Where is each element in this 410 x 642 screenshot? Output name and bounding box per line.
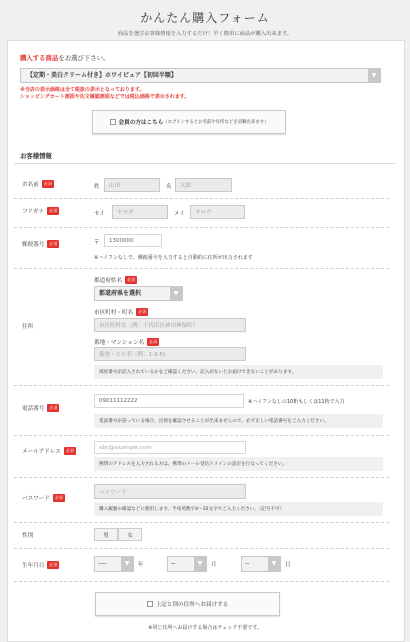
name-label: お名前 <box>22 182 39 188</box>
row-divider <box>14 385 389 386</box>
member-login-note: （ログインするとお名前や住所などを省略出来ます） <box>163 120 269 125</box>
furigana-sei-label: セイ <box>94 211 105 217</box>
city-label: 市区町村・町名 <box>94 310 134 316</box>
ship-other-note: ※同じ住所へお届けする場合はチェック不要です。 <box>148 625 262 631</box>
row-divider <box>14 522 389 523</box>
row-divider <box>14 268 389 269</box>
last-name-input[interactable]: 山田 <box>104 178 160 192</box>
birthday-label-row <box>22 561 59 569</box>
product-select[interactable] <box>20 68 381 83</box>
phone-label-row <box>22 404 59 412</box>
chevron-down-icon: ▼ <box>194 557 206 571</box>
required-badge: 必須 <box>65 448 74 453</box>
birth-year-value: ---- <box>98 560 107 567</box>
address-label: 住所 <box>22 324 34 330</box>
section-divider <box>14 163 396 164</box>
row-divider <box>14 477 389 478</box>
city-input[interactable]: 市区町村名（例：千代田区神田神保町） <box>94 318 246 332</box>
row-divider <box>14 581 389 582</box>
prefecture-select[interactable] <box>94 286 183 301</box>
page-subtitle: 商品を選びお客様情報を入力するだけ！早く簡単に商品が購入出来ます。 <box>117 31 293 37</box>
birth-year-select[interactable] <box>94 556 134 572</box>
required-badge: 必須 <box>49 241 58 246</box>
street-label-row <box>94 338 159 346</box>
required-badge: 必須 <box>126 277 135 282</box>
zip-label: 郵便番号 <box>22 242 45 248</box>
day-unit: 日 <box>285 562 291 568</box>
password-label-row <box>22 494 65 502</box>
zip-hint: ※ハイフンなしで、郵便番号を入力すると自動的に住所が出力されます <box>94 255 253 261</box>
password-input[interactable]: パスワード <box>94 484 246 499</box>
chevron-down-icon: ▼ <box>170 287 182 300</box>
product-heading-rest: をお選び下さい。 <box>58 54 110 62</box>
required-badge: 必須 <box>54 495 63 500</box>
row-divider <box>14 227 389 228</box>
email-label: メールアドレス <box>22 449 61 455</box>
sei-label: 姓 <box>94 184 100 190</box>
row-divider <box>14 548 389 549</box>
gender-male-button[interactable]: 男 <box>94 528 118 541</box>
gender-label: 性別 <box>22 533 34 539</box>
page-title: かんたん購入フォーム <box>140 11 270 25</box>
member-login-bold: 会員の方はこちら <box>118 120 164 126</box>
phone-note: 電話番号が誤っている場合、出荷を確認させることが出来ませんので、必ず正しい電話番号をご入力ください。 <box>94 414 383 428</box>
furigana-label-row <box>22 207 59 215</box>
mei-label: 名 <box>166 184 172 190</box>
required-badge: 必須 <box>43 181 52 186</box>
birthday-label: 生年月日 <box>22 563 45 569</box>
checkbox-icon <box>147 601 153 607</box>
furigana-label: フリガナ <box>22 209 45 215</box>
first-name-input[interactable]: 太郎 <box>175 178 232 192</box>
pref-label: 都道府県名 <box>94 278 122 284</box>
product-note-2: ショッピングカート画面や注文確認画面などでは税込価格で表示されます。 <box>20 94 190 100</box>
year-unit: 年 <box>138 562 144 568</box>
product-select-value: 【定期・美白クリーム付き】ホワイピュア【初回半額】 <box>27 72 177 79</box>
gender-female-button[interactable]: 女 <box>118 528 142 541</box>
birth-day-select[interactable] <box>241 556 281 572</box>
row-divider <box>14 435 389 436</box>
customer-section-title: お客様情報 <box>20 152 52 160</box>
ship-other-address-button[interactable] <box>95 592 280 616</box>
first-name-kana-input[interactable]: タロウ <box>190 205 245 219</box>
required-badge: 必須 <box>49 562 58 567</box>
email-label-row <box>22 447 76 455</box>
birth-day-value: -- <box>245 560 250 567</box>
required-badge: 必須 <box>49 405 58 410</box>
phone-hint: ※ハイフンなしの10桁もしくは11桁で入力 <box>248 399 345 405</box>
row-divider <box>14 198 389 199</box>
street-input[interactable]: 番地・ビル名（例：1-3-5) <box>94 347 246 361</box>
month-unit: 月 <box>211 562 217 568</box>
chevron-down-icon: ▼ <box>121 557 133 571</box>
city-label-row <box>94 308 148 316</box>
phone-input[interactable]: 09011112222 <box>94 394 244 408</box>
password-label: パスワード <box>22 496 50 502</box>
checkbox-icon <box>110 119 116 125</box>
zip-input[interactable]: 1300000 <box>104 234 162 247</box>
password-note: 購入履歴の確認などに使用します。半角英数字4～10文字でご入力ください。（記号不可） <box>94 502 383 516</box>
pref-label-row <box>94 276 137 284</box>
product-note-1: ※当店の表示価格は全て税抜の表示となっております。 <box>20 87 145 93</box>
zip-prefix: 〒 <box>94 240 100 246</box>
chevron-down-icon: ▼ <box>268 557 280 571</box>
email-note: 携帯のアドレスを入力される方は、携帯のメール受信ドメインの設定を行なってください。 <box>94 457 383 471</box>
email-input[interactable]: abc@example.com <box>94 441 246 454</box>
street-label: 番地・マンション名 <box>94 340 145 346</box>
phone-label: 電話番号 <box>22 406 45 412</box>
furigana-mei-label: メイ <box>174 211 185 217</box>
product-heading-red: 購入する商品 <box>20 54 59 62</box>
required-badge: 必須 <box>49 208 58 213</box>
required-badge: 必須 <box>138 309 147 314</box>
last-name-kana-input[interactable]: ヤマダ <box>112 205 168 219</box>
chevron-down-icon: ▼ <box>368 69 380 82</box>
member-login-button[interactable] <box>92 110 286 134</box>
birth-month-value: -- <box>171 560 176 567</box>
prefecture-select-value: 都道府県を選択 <box>99 290 142 297</box>
required-badge: 必須 <box>149 339 158 344</box>
zip-label-row <box>22 240 59 248</box>
name-label-row <box>22 180 54 188</box>
ship-other-label: 上記と別の住所へお届けする <box>155 602 229 608</box>
address-note: 部屋番号が記入されているかをご確認ください。記入がないとお届けできないことがあります。 <box>94 365 383 379</box>
birth-month-select[interactable] <box>167 556 207 572</box>
product-heading <box>20 53 109 62</box>
